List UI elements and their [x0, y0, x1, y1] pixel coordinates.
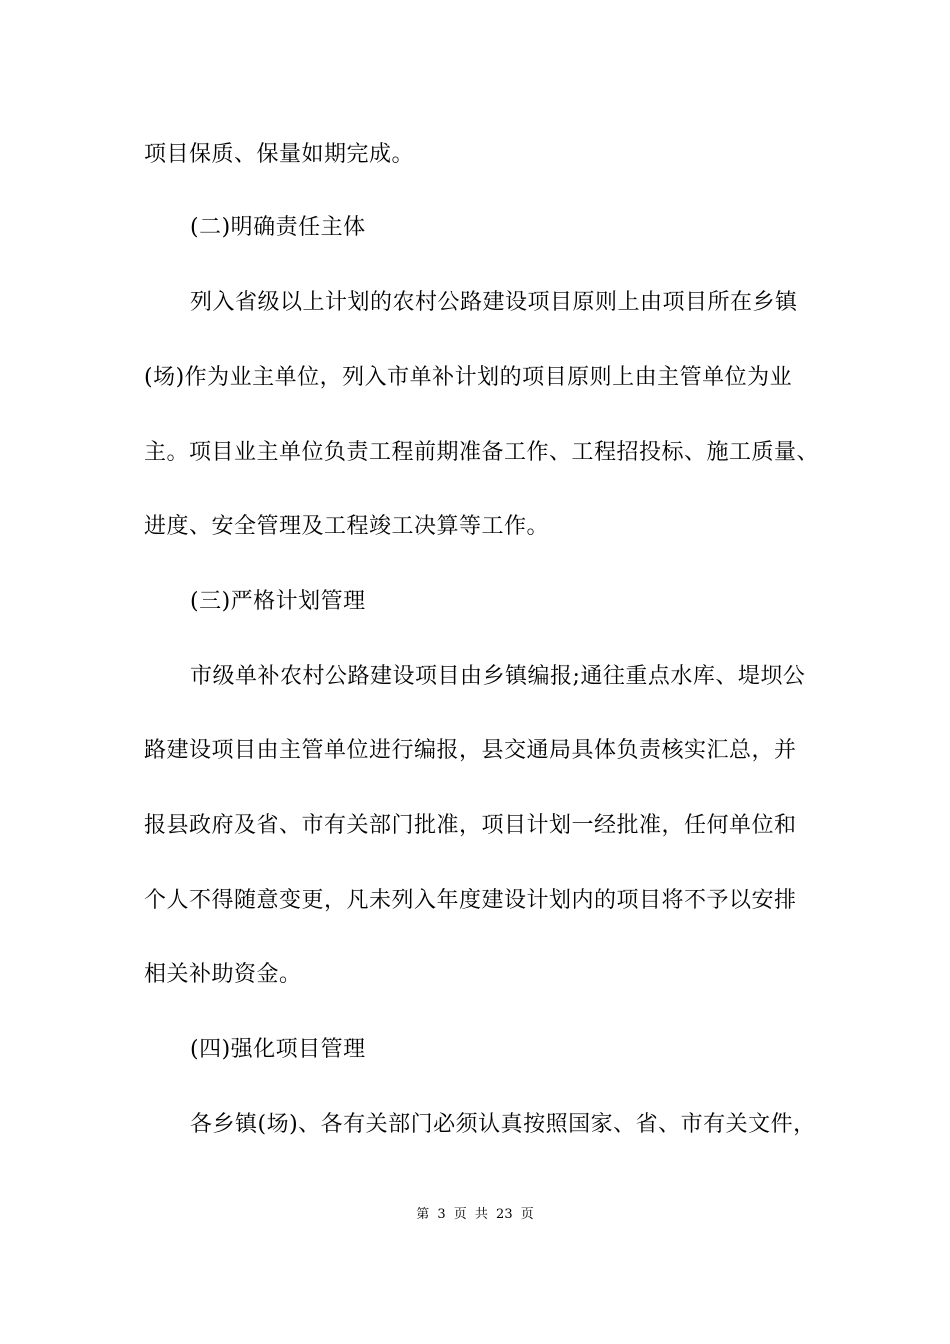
page-number-footer: 第 3 页 共 23 页 [416, 1207, 534, 1222]
section-heading-2: (二)明确责任主体 [190, 215, 366, 240]
section-heading-3: (三)严格计划管理 [190, 589, 366, 614]
paragraph-line: 相关补助资金。 [144, 962, 302, 987]
section-heading-4: (四)强化项目管理 [190, 1037, 366, 1062]
paragraph-line: 主。项目业主单位负责工程前期准备工作、工程招投标、施工质量、 [144, 440, 820, 465]
paragraph-line: 报县政府及省、市有关部门批准，项目计划一经批准，任何单位和 [144, 813, 797, 838]
paragraph-line: 路建设项目由主管单位进行编报，县交通局具体负责核实汇总，并 [144, 738, 797, 763]
paragraph-line: 列入省级以上计划的农村公路建设项目原则上由项目所在乡镇 [190, 290, 798, 315]
paragraph-line: 个人不得随意变更，凡未列入年度建设计划内的项目将不予以安排 [144, 888, 797, 913]
paragraph-line: 市级单补农村公路建设项目由乡镇编报;通往重点水库、堤坝公 [190, 664, 806, 689]
paragraph-line: 进度、安全管理及工程竣工决算等工作。 [144, 514, 550, 539]
paragraph-line: (场)作为业主单位，列入市单补计划的项目原则上由主管单位为业 [144, 365, 793, 390]
text-line-continuation: 项目保质、保量如期完成。 [144, 142, 415, 167]
paragraph-line: 各乡镇(场)、各有关部门必须认真按照国家、省、市有关文件， [190, 1112, 816, 1137]
